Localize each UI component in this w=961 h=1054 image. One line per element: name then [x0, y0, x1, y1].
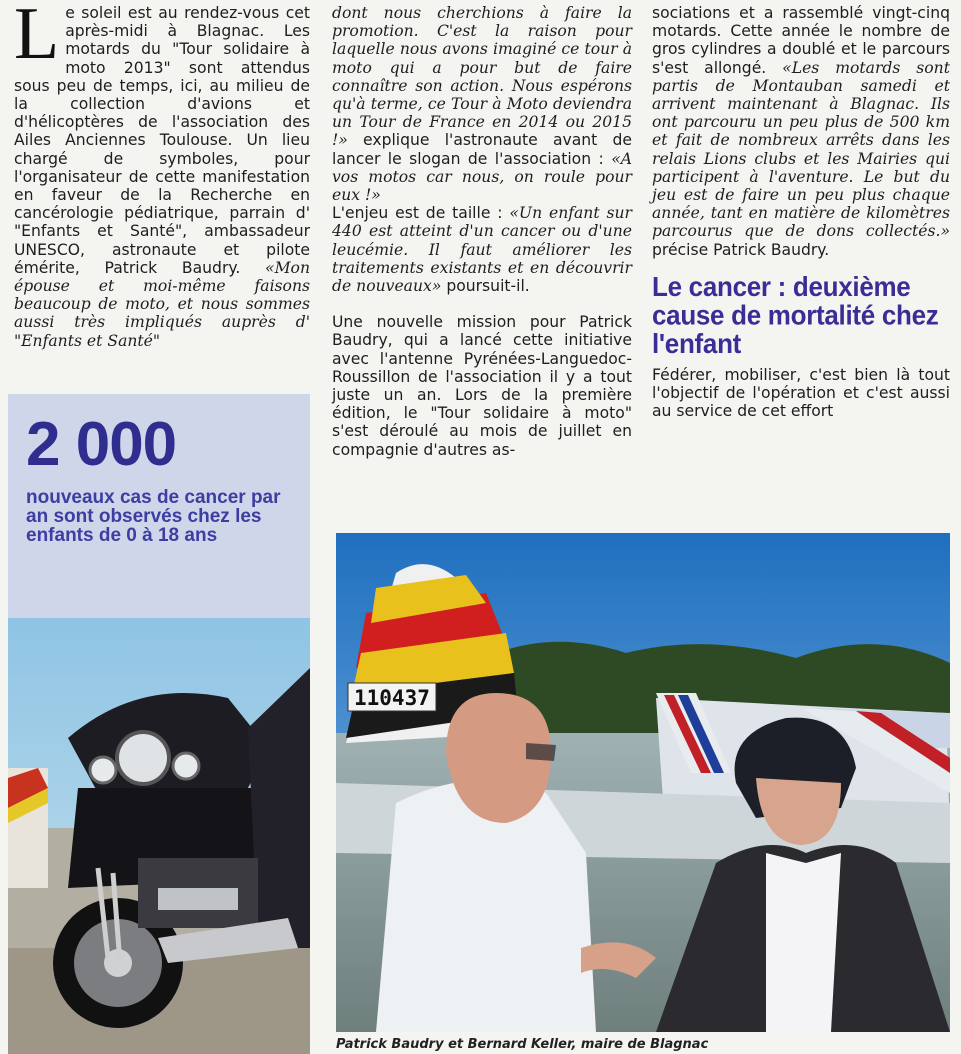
article-column-2 [332, 4, 632, 459]
motorcycle-photo [8, 618, 310, 1054]
main-photo [336, 533, 950, 1032]
body-text: précise Patrick Baudry. [652, 240, 830, 259]
body-text: explique l'astronaute avant de lancer le slogan de l'association : [332, 131, 632, 168]
body-text: L'enjeu est de taille : [332, 204, 503, 223]
photo-caption: Patrick Baudry et Bernard Keller, maire de Blagnac [336, 1037, 709, 1052]
stat-number: 2 000 [26, 410, 177, 479]
article-paragraph: Fédérer, mobiliser, c'est bien là tout l'objectif de l'opération et c'est aussi au service de cet effort [652, 365, 950, 421]
drop-cap: L [14, 0, 60, 75]
subheading: Le cancer : deuxième cause de mortalité chez l'enfant [652, 270, 939, 360]
quote-text: dont nous cherchions à faire la promotion. C'est la raison pour laquelle nous avons imaginé ce tour à moto qui a pour but de faire connaître son action. Nous espérons qu'à terme, ce Tour à Moto deviendra un Tour de France en 2014 ou 2015 !» [332, 4, 632, 150]
article-paragraph [652, 4, 950, 259]
body-text: poursuit-il. [446, 277, 530, 296]
article-column-3 [652, 4, 950, 420]
article-paragraph [332, 204, 632, 295]
lead-text: e soleil est au rendez-vous cet après-midi à Blagnac. Les motards du "Tour solidaire à moto 2013" sont attendus sous peu de temps, ici, au milieu de la collection d'avions et d'hélicoptères de l'association des Ailes Anciennes Toulouse. Un lieu chargé de symboles, pour l'organisateur de cette manifestation en faveur de la Recherche en cancérologie pédiatrique, parrain d' "Enfants et Santé", ambassadeur UNESCO, astronaute et pilote émérite, Patrick Baudry. [14, 4, 310, 277]
quote-text: «Mon épouse et moi-même faisons beaucoup de moto, et nous sommes aussi très impliqués auprès d' "Enfants et Santé" [14, 258, 310, 350]
article-column-1 [14, 0, 310, 350]
quote-text: «A vos motos car nous, on roule pour eux !» [332, 149, 632, 205]
article-paragraph: Une nouvelle mission pour Patrick Baudry, qui a lancé cette initiative avec l'antenne Pyrénées-Languedoc-Roussillon de l'association il y a tout juste un an. Lors de la première édition, le "Tour solidaire à moto" s'est déroulé au mois de juillet en compagnie d'autres as- [332, 313, 632, 459]
quote-text: «Un enfant sur 440 est atteint d'un cancer ou d'une leucémie. Il faut améliorer les traitements existants et en découvrir de nouveaux» [332, 204, 632, 296]
stat-text: nouveaux cas de cancer par an sont observés chez les enfants de 0 à 18 ans [26, 487, 281, 546]
quote-text: «Les motards sont partis de Montauban samedi et arrivent maintenant à Blagnac. Ils ont parcouru un peu plus de 500 km et fait de nombreux arrêts dans les relais Lions clubs et les Mairies qui participent à l'aventure. Le but du jeu est de faire un peu plus chaque année, tant en matière de kilomètres parcourus que de dons collectés.» [652, 58, 950, 241]
tail-number: 110437 [354, 686, 430, 710]
article-paragraph [332, 4, 632, 204]
stat-box [8, 394, 310, 618]
body-text: sociations et a rassemblé vingt-cinq motards. Cette année le nombre de gros cylindres a doublé et le parcours s'est allongé. [652, 4, 950, 77]
